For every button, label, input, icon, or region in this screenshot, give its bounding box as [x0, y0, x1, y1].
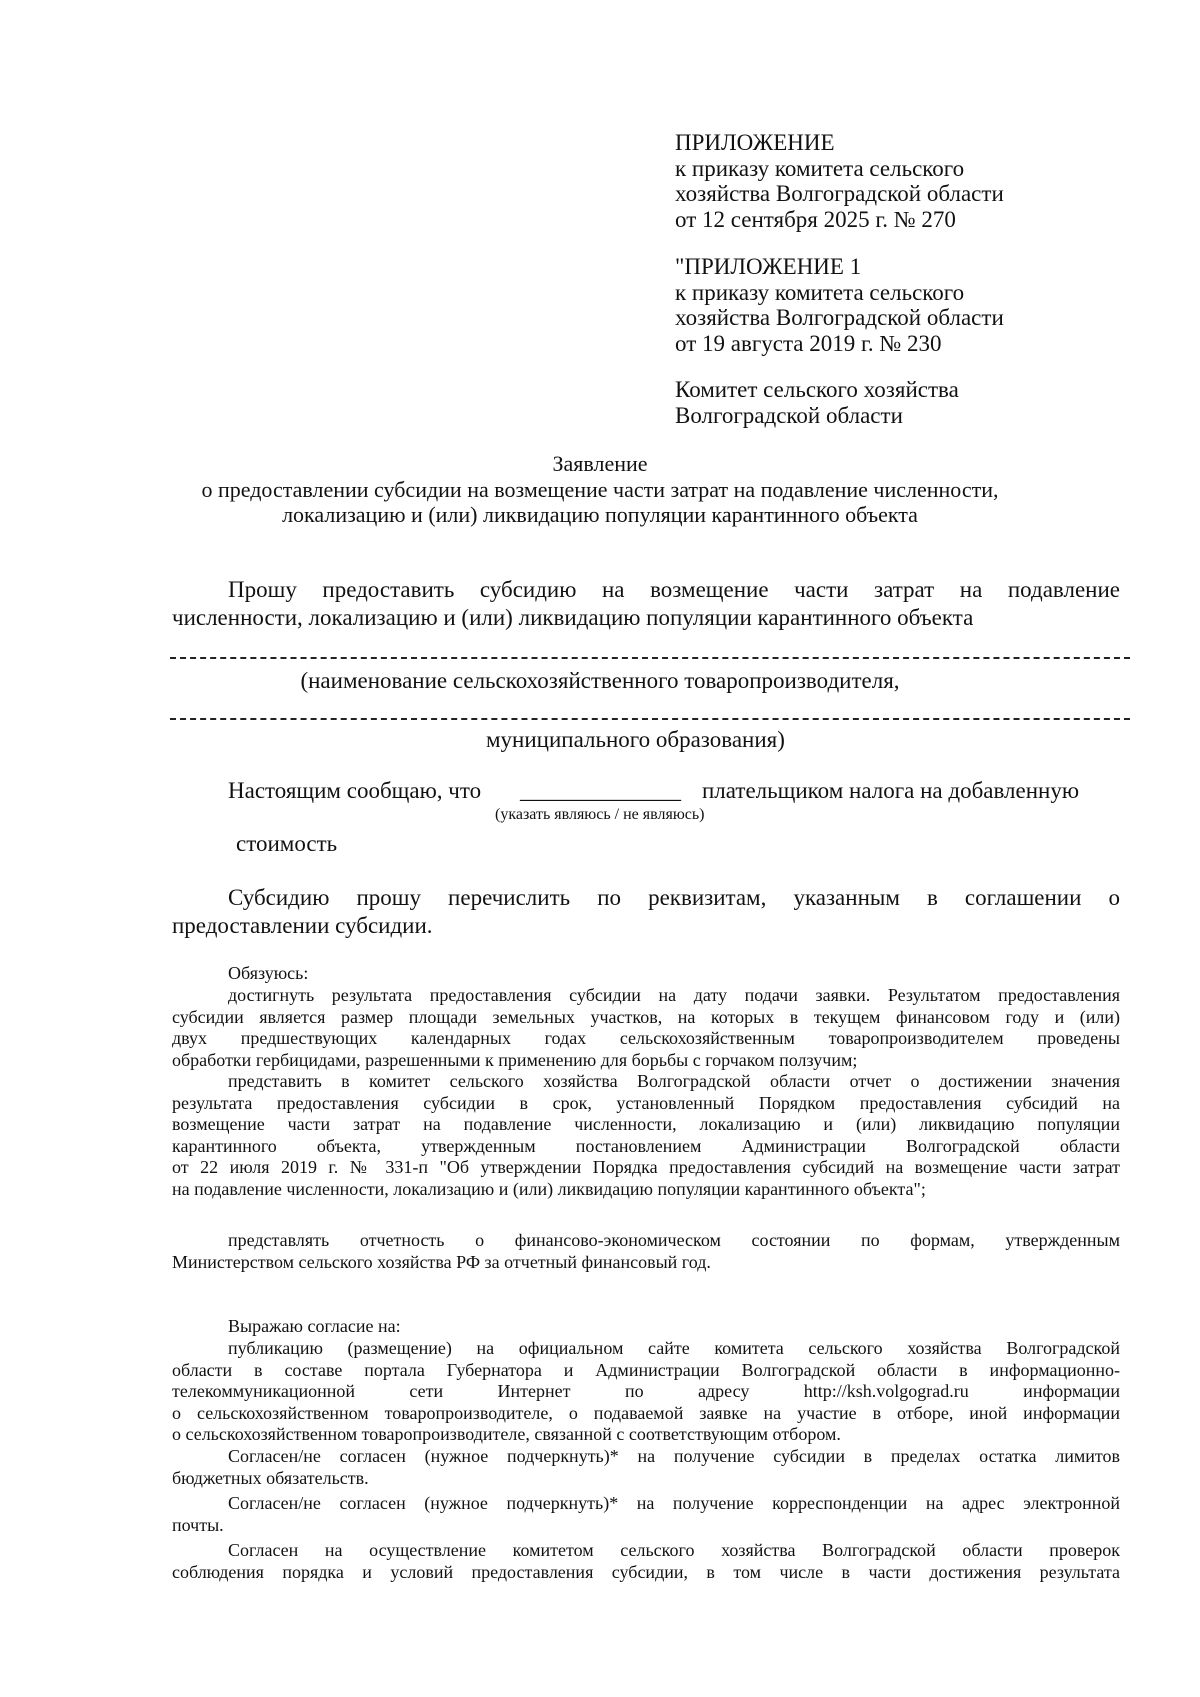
text-line: представить в комитет сельского хозяйства Волгоградской области отчет о достижении значения [228, 1071, 1120, 1091]
appendix-date: от 12 сентября 2025 г. № 270 [675, 206, 956, 232]
text-line: публикацию (размещение) на официальном сайте комитета сельского хозяйства Волгоградской [228, 1338, 1120, 1358]
consent-paragraph [172, 1540, 1120, 1583]
transfer-text: предоставлении субсидии. [172, 913, 433, 938]
text-line: на подавление численности, локализацию и (или) ликвидацию популяции карантинного объекта"; [172, 1178, 926, 1199]
appendix-line: к приказу комитета сельского [675, 155, 965, 181]
blank-line [170, 657, 1130, 659]
field-caption: (наименование сельскохозяйственного товаропроизводителя, [300, 668, 900, 693]
consent-paragraph [172, 1446, 1120, 1489]
consent-paragraph [172, 1493, 1120, 1536]
vat-hint: (указать являюсь / не являюсь) [495, 806, 705, 823]
vat-suffix: плательщиком налога на добавленную [702, 778, 1080, 803]
text-line: телекоммуникационной сети Интернет по адресу http://ksh.volgograd.ru информации [172, 1381, 1120, 1401]
field-caption: муниципального образования) [486, 727, 785, 752]
request-text: Прошу предоставить субсидию на возмещение части затрат на подавление [228, 577, 1120, 602]
text-line: области в составе портала Губернатора и Администрации Волгоградской области в информационно- [172, 1359, 1120, 1380]
consent-paragraph [172, 1338, 1120, 1446]
text-line: Министерством сельского хозяйства РФ за отчетный финансовый год. [172, 1251, 711, 1272]
addressee-line: Комитет сельского хозяйства [675, 377, 959, 402]
consent-heading: Выражаю согласие на: [228, 1316, 401, 1336]
obligation-paragraph [172, 1071, 1120, 1200]
text-line: достигнуть результата предоставления субсидии на дату подачи заявки. Результатом предоставления [228, 985, 1120, 1005]
text-line: соблюдения порядка и условий предоставления субсидии, в том числе в части достижения результата [172, 1561, 1120, 1582]
vat-end: стоимость [236, 831, 338, 856]
appendix1-title: "ПРИЛОЖЕНИЕ 1 [675, 254, 862, 279]
obligation-paragraph [172, 1230, 1120, 1273]
text-line: карантинного объекта, утвержденным постановлением Администрации Волгоградской области [172, 1135, 1120, 1156]
document-subject-line: локализацию и (или) ликвидацию популяции карантинного объекта [282, 502, 918, 527]
transfer-text: Субсидию прошу перечислить по реквизитам, указанным в соглашении о [228, 885, 1120, 910]
vat-blank: ______________ [520, 778, 681, 803]
obligation-paragraph [172, 985, 1120, 1071]
appendix-title: ПРИЛОЖЕНИЕ [675, 130, 835, 155]
blank-line [170, 718, 1130, 720]
text-line: от 22 июля 2019 г. № 331-п "Об утверждении Порядка предоставления субсидий на возмещение части затрат [172, 1157, 1120, 1177]
obligations-heading: Обязуюсь: [228, 963, 309, 983]
text-line: Согласен/не согласен (нужное подчеркнуть)* на получение корреспонденции на адрес электронной [228, 1493, 1120, 1513]
text-line: бюджетных обязательств. [172, 1467, 369, 1488]
text-line: почты. [172, 1514, 224, 1535]
appendix1-date: от 19 августа 2019 г. № 230 [675, 330, 942, 356]
document-heading: Заявление [552, 451, 648, 476]
text-line: Согласен/не согласен (нужное подчеркнуть)* на получение субсидии в пределах остатка лимитов [228, 1446, 1120, 1466]
text-line: о сельскохозяйственном товаропроизводителе, связанной с соответствующим отбором. [172, 1424, 841, 1444]
document-subject-line: о предоставлении субсидии на возмещение части затрат на подавление численности, [201, 477, 999, 502]
appendix1-line: хозяйства Волгоградской области [675, 305, 1004, 330]
appendix-line: хозяйства Волгоградской области [675, 181, 1004, 206]
text-line: представлять отчетность о финансово-экономическом состоянии по формам, утвержденным [228, 1230, 1120, 1250]
text-line: двух предшествующих календарных годах сельскохозяйственным товаропроизводителем проведены [172, 1028, 1120, 1048]
text-line: о сельскохозяйственном товаропроизводителе, о подаваемой заявке на участие в отборе, иной информации [172, 1402, 1120, 1423]
text-line: Согласен на осуществление комитетом сельского хозяйства Волгоградской области проверок [228, 1540, 1120, 1560]
appendix1-line: к приказу комитета сельского [675, 279, 965, 305]
addressee [675, 377, 959, 428]
request-text: численности, локализацию и (или) ликвидацию популяции карантинного объекта [172, 605, 974, 630]
text-line: обработки гербицидами, разрешенными к применению для борьбы с горчаком ползучим; [172, 1049, 858, 1070]
vat-prefix: Настоящим сообщаю, что [228, 778, 482, 803]
text-line: возмещение части затрат на подавление численности, локализацию и (или) ликвидацию популяции [172, 1114, 1120, 1134]
addressee-line: Волгоградской области [675, 402, 903, 428]
appendix1-header [675, 254, 1004, 356]
appendix-header [675, 130, 1004, 232]
text-line: результата предоставления субсидии в срок, установленный Порядком предоставления субсидий на [172, 1092, 1120, 1113]
text-line: субсидии является размер площади земельных участков, на которых в текущем финансовом году и (или) [172, 1006, 1120, 1027]
